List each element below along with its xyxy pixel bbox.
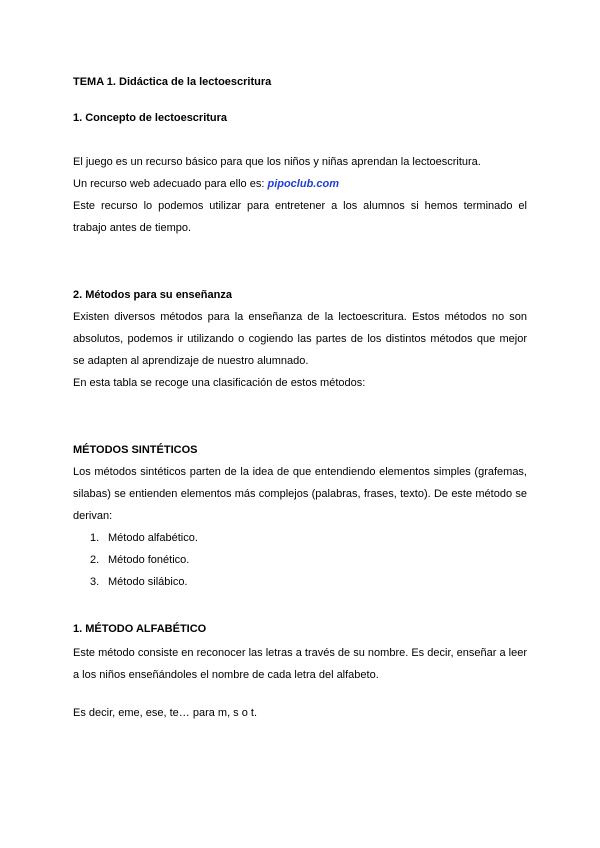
list-item-number: 3. — [90, 576, 100, 588]
alfabetico-paragraph-line-1: Este método consiste en reconocer las letras a través de su nombre. Es decir, enseñar a leer — [73, 647, 527, 659]
list-item-number: 1. — [90, 532, 100, 544]
section1-paragraph-3-line-2: trabajo antes de tiempo. — [73, 222, 192, 234]
section1-paragraph-3-line-1: Este recurso lo podemos utilizar para entretener a los alumnos si hemos terminado el — [73, 200, 527, 212]
document-title: TEMA 1. Didáctica de la lectoescritura — [73, 76, 272, 88]
sinteticos-paragraph-line-3: derivan: — [73, 510, 113, 522]
list-item-metodo-fonetico: Método fonético. — [108, 554, 190, 566]
pipoclub-link[interactable]: pipoclub.com — [267, 178, 339, 190]
resource-intro-text: Un recurso web adecuado para ello es: — [73, 178, 265, 190]
sinteticos-heading: MÉTODOS SINTÉTICOS — [73, 444, 198, 456]
sinteticos-paragraph-line-2: silabas) se entienden elementos más complejos (palabras, frases, texto). De este método se — [73, 488, 527, 500]
section2-paragraph-1-line-3: se adapten al aprendizaje de nuestro alumnado. — [73, 355, 309, 367]
alfabetico-example: Es decir, eme, ese, te… para m, s o t. — [73, 707, 258, 719]
section2-heading: 2. Métodos para su enseñanza — [73, 289, 232, 301]
alfabetico-paragraph-line-2: a los niños enseñándoles el nombre de cada letra del alfabeto. — [73, 669, 379, 681]
section2-paragraph-1-line-2: absolutos, podemos ir utilizando o cogiendo las partes de los distintos métodos que mejor — [73, 333, 527, 345]
section1-paragraph-1: El juego es un recurso básico para que los niños y niñas aprendan la lectoescritura. — [73, 156, 481, 168]
sinteticos-paragraph-line-1: Los métodos sintéticos parten de la idea de que entendiendo elementos simples (grafemas, — [73, 466, 527, 478]
list-item-metodo-alfabetico: Método alfabético. — [108, 532, 198, 544]
alfabetico-heading: 1. MÉTODO ALFABÉTICO — [73, 623, 207, 635]
section2-paragraph-1-line-1: Existen diversos métodos para la enseñanza de la lectoescritura. Estos métodos no son — [73, 311, 527, 323]
section2-paragraph-2: En esta tabla se recoge una clasificación de estos métodos: — [73, 377, 366, 389]
list-item-number: 2. — [90, 554, 100, 566]
list-item-metodo-silabico: Método silábico. — [108, 576, 188, 588]
section1-heading: 1. Concepto de lectoescritura — [73, 112, 228, 124]
section1-paragraph-2 — [73, 177, 339, 191]
